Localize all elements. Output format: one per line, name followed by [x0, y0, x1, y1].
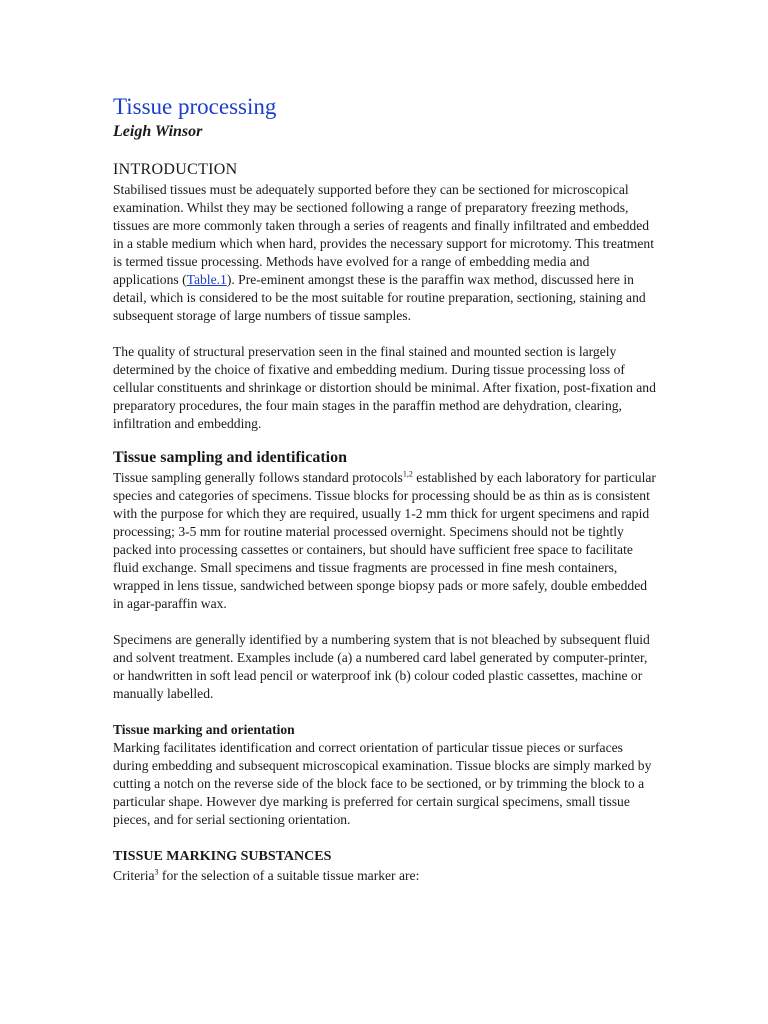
substances-heading: TISSUE MARKING SUBSTANCES — [113, 849, 332, 864]
sampling-heading: Tissue sampling and identification — [113, 449, 347, 466]
author-name: Leigh Winsor — [113, 123, 203, 140]
document-page — [113, 93, 658, 885]
citation-superscript: 3 — [154, 867, 159, 877]
marking-heading: Tissue marking and orientation — [113, 722, 295, 737]
table-1-link[interactable]: Table.1 — [186, 272, 227, 287]
sampling-text-a: Tissue sampling generally follows standard protocols — [113, 470, 403, 485]
intro-paragraph-2: The quality of structural preservation seen in the final stained and mounted section is largely determined by the choice of fixative and embedding medium. During tissue processing loss of cellular constituents and shrinkage or distortion should be minimal. After fixation, post-fixation and preparatory procedures, the four main stages in the paraffin method are dehydration, clearing, infiltration and embedding. — [113, 344, 656, 431]
citation-superscript: 1,2 — [402, 469, 413, 479]
intro-text-a: Stabilised tissues must be adequately supported before they can be sectioned for microscopical examination. Whilst they may be sectioned following a range of preparatory freezing methods, tissues are more commonly taken through a series of reagents and finally infiltrated and embedded in a stable medium which when hard, provides the necessary support for microtomy. This treatment is termed tissue processing. Methods have evolved for a range of embedding media and applications ( — [113, 182, 654, 287]
introduction-heading: INTRODUCTION — [113, 161, 238, 178]
intro-text-b: ). Pre-eminent amongst these is the paraffin wax method, discussed here in detail, which is considered to be the most suitable for routine preparation, sectioning, staining and subsequent storage of large numbers of tissue samples. — [113, 272, 646, 323]
substances-paragraph-1 — [113, 867, 658, 885]
sampling-paragraph-2: Specimens are generally identified by a numbering system that is not bleached by subsequent fluid and solvent treatment. Examples include (a) a numbered card label generated by computer-printer, or handwritten in soft lead pencil or waterproof ink (b) colour coded plastic cassettes, machine or manually labelled. — [113, 632, 650, 701]
sampling-paragraph-1 — [113, 469, 658, 613]
intro-paragraph-1 — [113, 181, 658, 325]
page-title: Tissue processing — [113, 94, 277, 119]
marking-paragraph-1: Marking facilitates identification and correct orientation of particular tissue pieces or surfaces during embedding and subsequent microscopical examination. Tissue blocks are simply marked by cutting a notch on the reverse side of the block face to be sectioned, or by trimming the block to a particular shape. However dye marking is preferred for certain surgical specimens, small tissue pieces, and for serial sectioning orientation. — [113, 740, 652, 827]
substances-text-b: for the selection of a suitable tissue marker are: — [158, 868, 420, 883]
sampling-text-b: established by each laboratory for particular species and categories of specimens. Tissue blocks for processing should be as thin as is consistent with the purpose for which they are required, usually 1-2 mm thick for urgent specimens and rapid processing; 3-5 mm for routine material processed overnight. Specimens should not be tightly packed into processing cassettes or containers, but should have sufficient free space to facilitate fluid exchange. Small specimens and tissue fragments are processed in fine mesh containers, wrapped in lens tissue, sandwiched between sponge biopsy pads or more safely, double embedded in agar-paraffin wax. — [113, 470, 656, 611]
substances-text-a: Criteria — [113, 868, 155, 883]
